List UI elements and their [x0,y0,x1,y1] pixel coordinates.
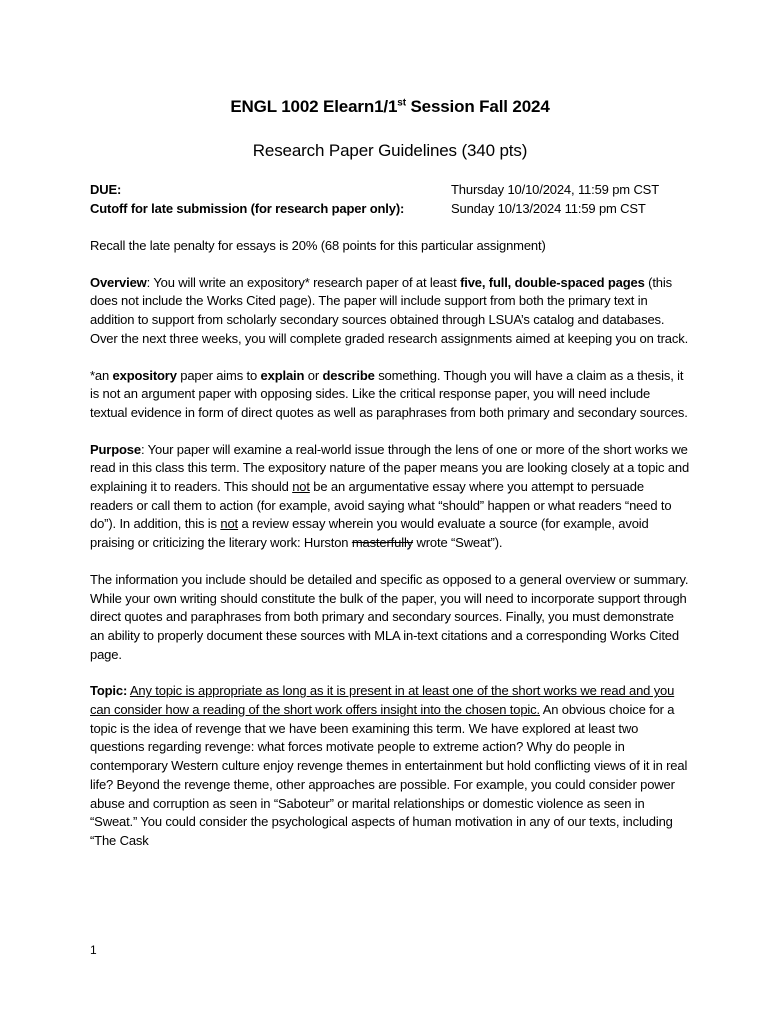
due-value: Thursday 10/10/2024, 11:59 pm CST [451,182,659,197]
page-number: 1 [90,943,97,957]
document-title: ENGL 1002 Elearn1/1st Session Fall 2024 [230,97,550,116]
expository-note-paragraph: *an expository paper aims to explain or describe something. Though you will have a claim as a thesis, it is not an argument paper with opposing sides. Like the critical response paper, you will need include textual evidence in form of direct quotes as well as paraphrases from both primary and secondary sources. [90,367,688,420]
purpose-paragraph: Purpose: Your paper will examine a real-world issue through the lens of one or more of the short works we read in this class this term. The expository nature of the paper means you are looking closely at a topic and explaining it to readers. This should not be an argumentative essay where you attempt to persuade readers or call them to action (for example, avoid saying what “should” happen or what readers “need to do”). In addition, this is not a review essay wherein you would evaluate a source (for example, avoid praising or criticizing the literary work: Hurston masterfully wrote “Sweat”). [90,441,690,551]
document-body [90,96,690,851]
topic-paragraph: Topic: Any topic is appropriate as long as it is present in at least one of the short works we read and you can consider how a reading of the short work offers insight into the chosen topic. An obvious choice for a topic is the idea of revenge that we have been examining this term. We have explored at least two questions regarding revenge: what forces motivate people to extreme action? Why do people in contemporary Western culture enjoy revenge themes in entertainment but hold conflicting views of it in real life? Beyond the revenge theme, other approaches are possible. For example, you could consider power abuse and corruption as seen in “Saboteur” or marital relationships or domestic violence as seen in “Sweat.” You could consider the psychological aspects of human motivation in any of our texts, including “The Cask [90,683,688,848]
cutoff-row [90,200,690,219]
information-paragraph: The information you include should be detailed and specific as opposed to a general overview or summary. While your own writing should constitute the bulk of the paper, you will need to incorporate support through direct quotes and paraphrases from both primary and secondary sources. Finally, you must demonstrate an ability to properly document these sources with MLA in-text citations and a corresponding Works Cited page. [90,571,689,662]
due-label: DUE: [90,182,122,197]
topic-heading: Topic: [90,683,128,699]
document-subtitle: Research Paper Guidelines (340 pts) [252,141,528,160]
purpose-heading: Purpose [90,441,141,457]
late-penalty-paragraph: Recall the late penalty for essays is 20% (68 points for this particular assignment) [90,238,546,253]
due-date-row [90,181,690,200]
overview-paragraph: Overview: You will write an expository* research paper of at least five, full, double-spaced pages (this does not include the Works Cited page). The paper will include support from both the primary text in addition to support from scholarly secondary sources obtained through LSUA’s catalog and databases. Over the next three weeks, you will complete graded research assignments aimed at keeping you on track. [90,274,689,346]
overview-heading: Overview [90,274,147,290]
cutoff-label: Cutoff for late submission (for research paper only): [90,201,405,216]
cutoff-value: Sunday 10/13/2024 11:59 pm CST [451,201,646,216]
